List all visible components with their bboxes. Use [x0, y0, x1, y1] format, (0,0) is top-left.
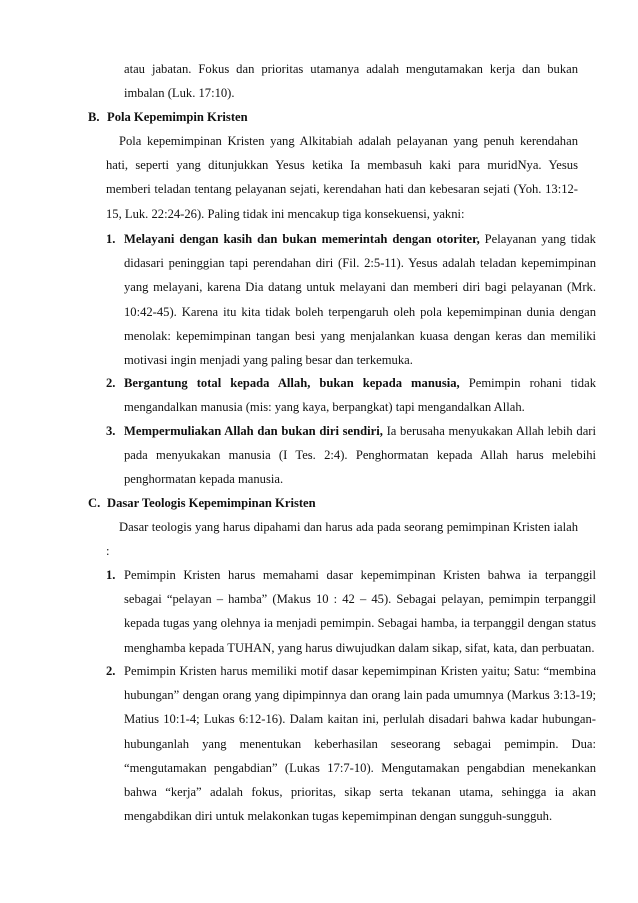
item-heading: Bergantung total kepada Allah, bukan kepada manusia, — [124, 376, 460, 390]
item-text: Pemimpin Kristen harus memiliki motif dasar kepemimpinan Kristen yaitu; Satu: “membina hubungan” dengan orang yang dipimpinnya dan orang lain pada umumnya (Markus 3:13-19; Matius 10:1-4; Lukas 6:12-16). Dalam kaitan ini, perlulah disadari bahwa kadar hubungan-hubunganlah yang menentukan keberhasilan seseorang sebagai pemimpin. Dua: “mengutamakan pengabdian” (Lukas 17:7-10). Mengutamakan pengabdian menekankan bahwa “kerja” adalah fokus, prioritas, sikap serta tekanan utama, sehingga ia akan mengabdikan diri untuk melakonkan tugas kepemimpinan dengan sungguh-sungguh. — [124, 664, 596, 824]
section-b-item-1 — [106, 227, 596, 372]
item-text: Ia berusaha menyukakan Allah lebih dari pada menyukakan manusia (I Tes. 2:4). Penghormatan kepada Allah harus melebihi penghormatan kepada manusia. — [124, 424, 596, 487]
item-heading: Melayani dengan kasih dan bukan memerintah dengan otoriter, — [124, 232, 480, 246]
item-number: 2. — [106, 664, 116, 678]
section-c-title: Dasar Teologis Kepemimpinan Kristen — [107, 496, 316, 510]
section-c-paragraph: Dasar teologis yang harus dipahami dan harus ada pada seorang pemimpinan Kristen ialah : — [106, 520, 578, 559]
section-b-label: B. — [88, 110, 100, 124]
section-b-item-2 — [106, 371, 596, 419]
item-text: Pemimpin rohani tidak mengandalkan manusia (mis: yang kaya, berpangkat) tapi mengandalkan Allah. — [124, 376, 596, 415]
item-number: 1. — [106, 568, 116, 582]
section-b-title: Pola Kepemimpin Kristen — [107, 110, 248, 124]
item-text: Pelayanan yang tidak didasari peninggian tapi perendahan diri (Fil. 2:5-11). Yesus adalah teladan kepemimpinan yang melayani, karena Dia datang untuk melayani dan memberi diri bagi pelayanan (Mrk. 10:42-45). Karena itu kita tidak boleh terpengaruh oleh pola kepemimpinan dunia dengan menolak: kepemimpinan tangan besi yang menjalankan kuasa dengan keras dan memiliki motivasi ingin menjadi yang paling besar dan terkemuka. — [124, 232, 596, 368]
section-b-paragraph: Pola kepemimpinan Kristen yang Alkitabiah adalah pelayanan yang penuh kerendahan hati, seperti yang ditunjukkan Yesus ketika Ia membasuh kaki para muridNya. Yesus memberi teladan tentang pelayanan sejati, kerendahan hati dan kebesaran sejati (Yoh. 13:12-15, Luk. 22:24-26). Paling tidak ini mencakup tiga konsekuensi, yakni: — [106, 134, 578, 221]
item-number: 2. — [106, 376, 116, 390]
section-b-item-3 — [106, 419, 596, 492]
item-text: Pemimpin Kristen harus memahami dasar kepemimpinan Kristen bahwa ia terpanggil sebagai “pelayan – hamba” (Makus 10 : 42 – 45). Sebagai pelayan, pemimpin terpanggil kepada tugas yang olehnya ia menjadi pemimpin. Sebagai hamba, ia terpanggil dengan status menghamba kepada TUHAN, yang harus diwujudkan dalam sikap, sifat, kata, dan perbuatan. — [124, 568, 596, 655]
item-number: 1. — [106, 232, 116, 246]
section-c-item-2 — [106, 659, 596, 828]
item-number: 3. — [106, 424, 116, 438]
item-heading: Mempermuliakan Allah dan bukan diri sendiri, — [124, 424, 383, 438]
section-c-label: C. — [88, 496, 101, 510]
intro-continuation: atau jabatan. Fokus dan prioritas utamanya adalah mengutamakan kerja dan bukan imbalan (Luk. 17:10). — [124, 62, 578, 101]
section-c-item-1 — [106, 563, 596, 660]
